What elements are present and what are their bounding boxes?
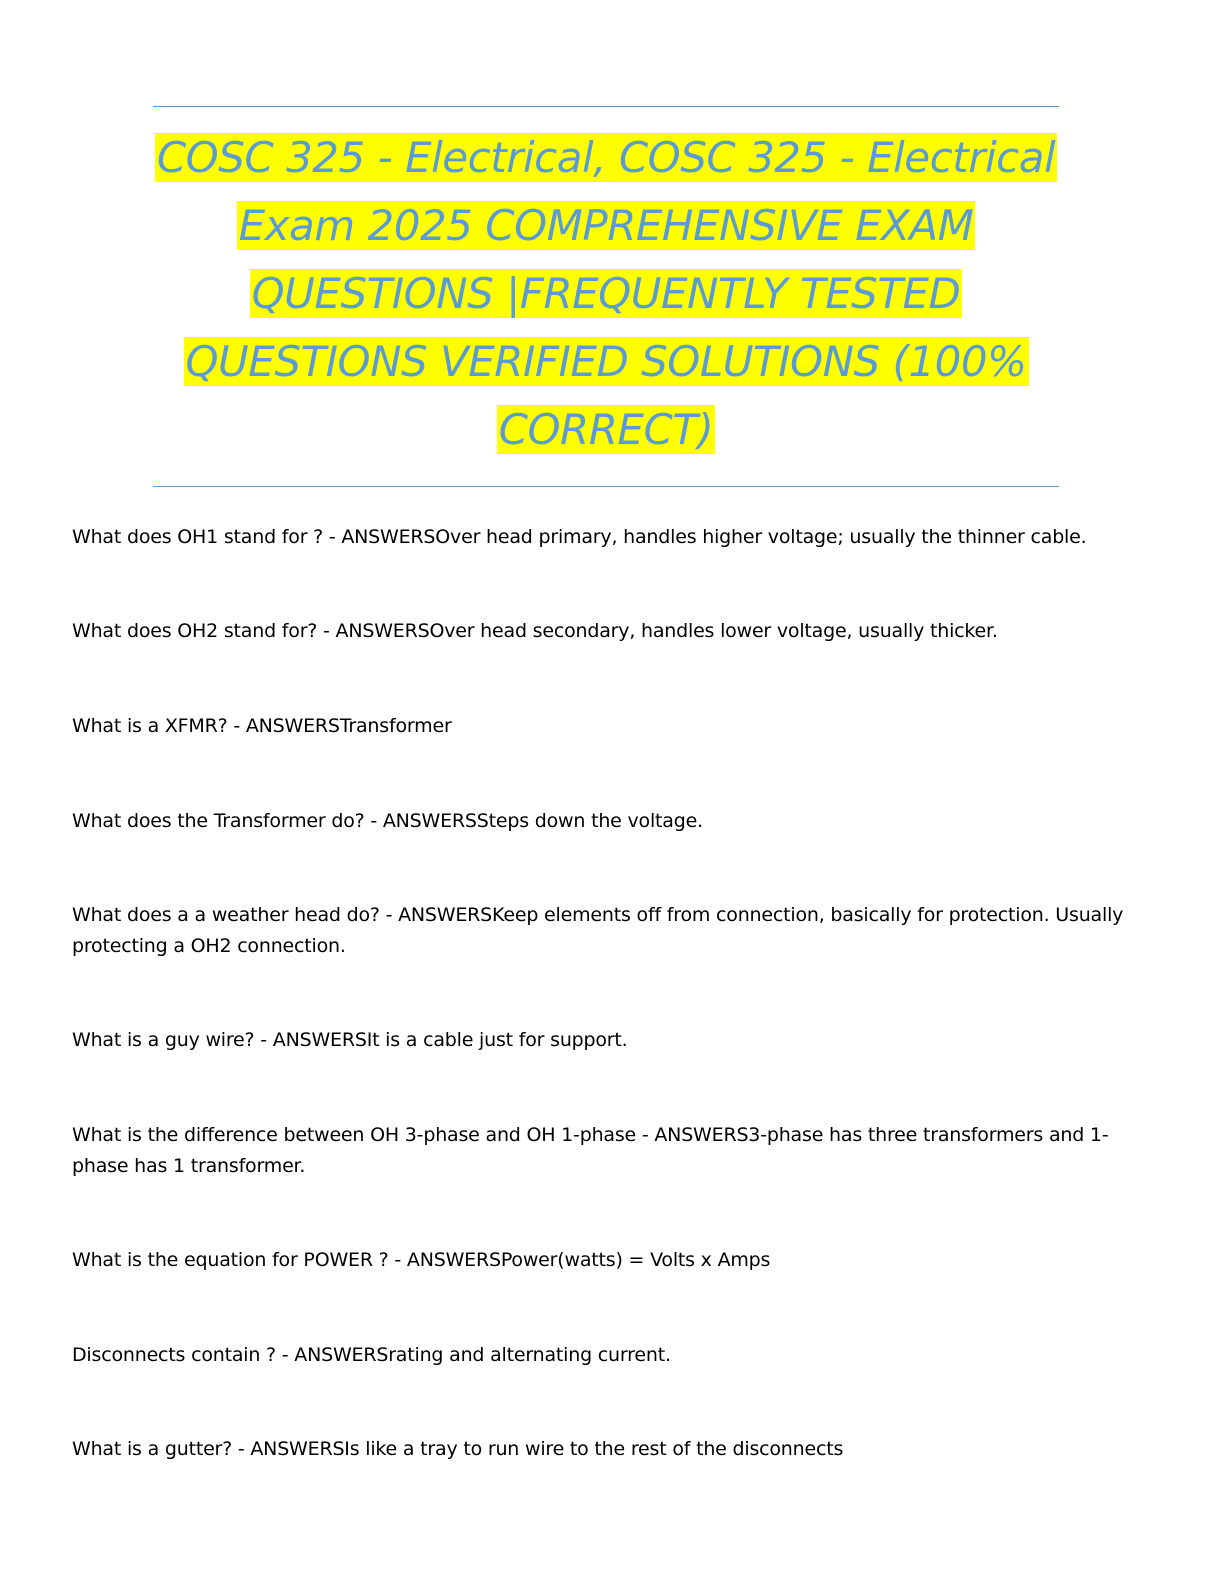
qa-item: What does the Transformer do? - ANSWERSSteps down the voltage. <box>72 810 703 832</box>
document-title <box>120 124 1092 464</box>
qa-item: What is a gutter? - ANSWERSIs like a tray to run wire to the rest of the disconnects <box>72 1438 844 1460</box>
qa-item: What does OH1 stand for ? - ANSWERSOver head primary, handles higher voltage; usually the thinner cable. <box>72 526 1087 548</box>
title-line: QUESTIONS VERIFIED SOLUTIONS (100% <box>185 337 1027 386</box>
qa-item: What is a guy wire? - ANSWERSIt is a cable just for support. <box>72 1029 628 1051</box>
qa-item: What is a XFMR? - ANSWERSTransformer <box>72 715 452 737</box>
title-line: CORRECT) <box>498 405 714 454</box>
qa-item: Disconnects contain ? - ANSWERSrating and alternating current. <box>72 1344 671 1366</box>
qa-item: What does a a weather head do? - ANSWERSKeep elements off from connection, basically for protection. Usually protecting a OH2 connection. <box>72 904 1124 957</box>
qa-item: What is the equation for POWER ? - ANSWERSPower(watts) = Volts x Amps <box>72 1249 771 1271</box>
qa-item: What does OH2 stand for? - ANSWERSOver head secondary, handles lower voltage, usually thicker. <box>72 620 998 642</box>
title-line: COSC 325 - Electrical, COSC 325 - Electrical <box>156 133 1056 182</box>
qa-item: What is the difference between OH 3-phase and OH 1-phase - ANSWERS3-phase has three transformers and 1-phase has 1 transformer. <box>72 1124 1109 1177</box>
title-bottom-rule <box>153 486 1059 487</box>
title-line: Exam 2025 COMPREHENSIVE EXAM <box>238 201 974 250</box>
title-top-rule <box>153 106 1059 107</box>
title-line: QUESTIONS |FREQUENTLY TESTED <box>251 269 961 318</box>
